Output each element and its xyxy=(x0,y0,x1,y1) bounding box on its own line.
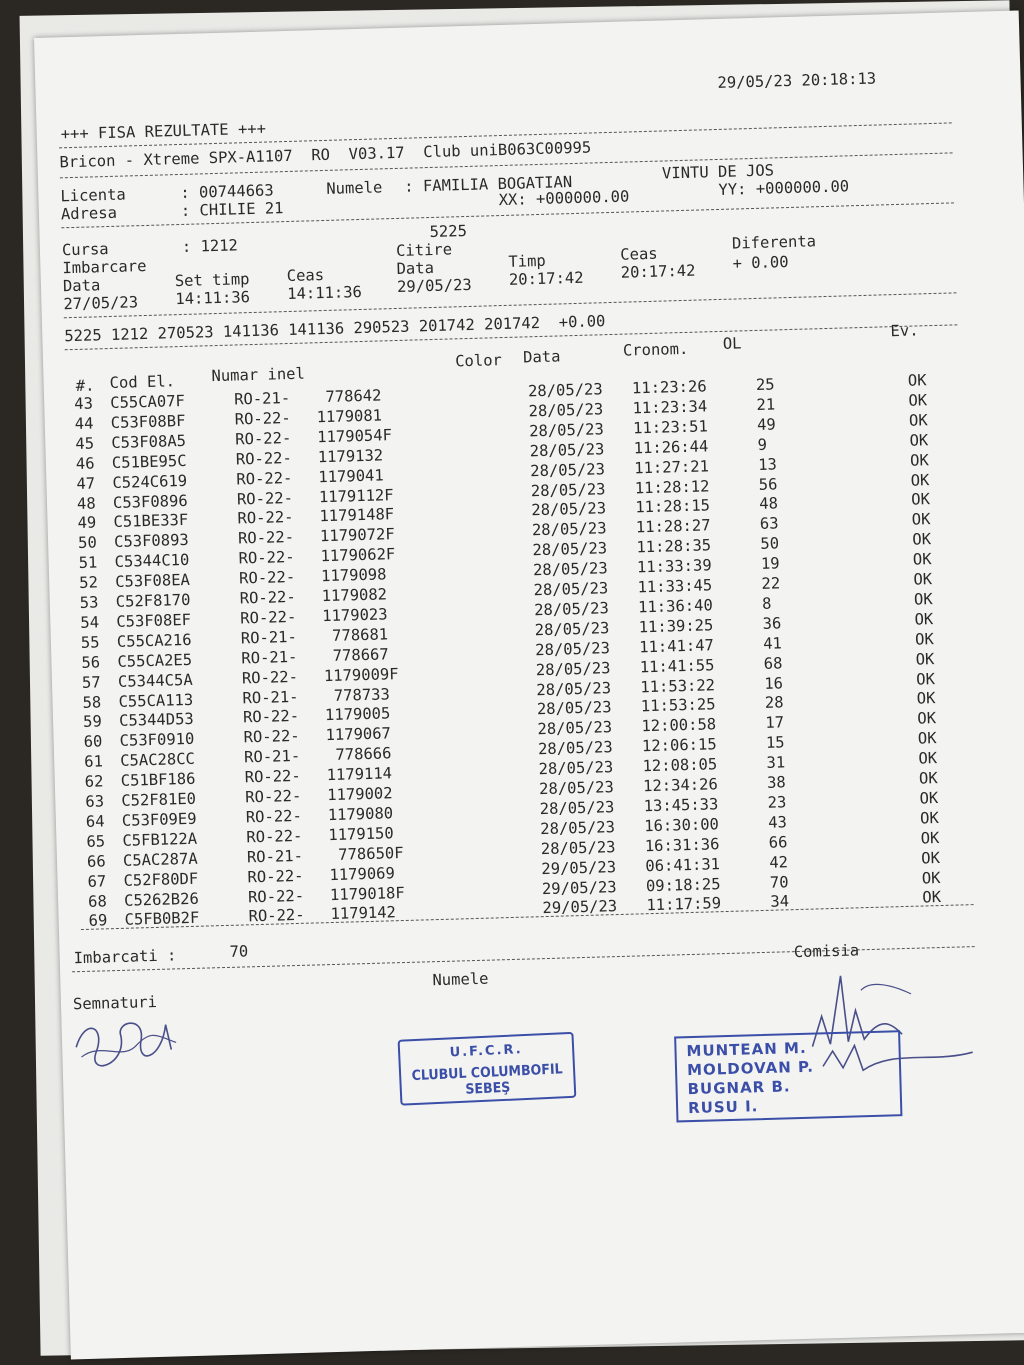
row-date: 28/05/23 xyxy=(533,599,610,620)
row-number: 66 xyxy=(86,852,106,871)
row-cod-el: C51BE95C xyxy=(111,451,187,472)
row-date: 28/05/23 xyxy=(528,400,604,421)
row-ring-number: 1179142 xyxy=(330,903,397,924)
row-ol: 23 xyxy=(767,793,787,812)
cit-data: 29/05/23 xyxy=(396,275,472,296)
row-number: 50 xyxy=(77,533,98,553)
row-date: 28/05/23 xyxy=(527,380,603,401)
row-ring-prefix: RO-22- xyxy=(245,806,303,827)
row-ev: OK xyxy=(910,470,930,490)
device-line: Bricon - Xtreme SPX-A1107 RO V03.17 Club uniB063C00995 xyxy=(59,138,592,172)
row-ol: 41 xyxy=(762,634,783,653)
row-ring-number: 1179002 xyxy=(327,784,393,805)
row-ol: 25 xyxy=(755,375,775,394)
row-ring-number: 1179081 xyxy=(316,406,383,427)
commission-member: MUNTEAN M. xyxy=(686,1038,807,1061)
row-ring-number: 1179054F xyxy=(317,425,393,447)
comisia-label: Comisia xyxy=(793,941,860,962)
row-ring-prefix: RO-21- xyxy=(246,846,304,867)
row-ring-number: 1179072F xyxy=(319,525,395,546)
col-nr: #. xyxy=(75,376,95,395)
row-ring-prefix: RO-22- xyxy=(244,766,301,787)
row-cod-el: C51BE33F xyxy=(113,511,189,532)
row-ring-number: 778733 xyxy=(324,684,391,705)
row-number: 62 xyxy=(84,772,104,791)
row-time: 11:28:35 xyxy=(636,536,712,557)
row-time: 11:41:55 xyxy=(639,655,715,676)
licenta-label: Licenta xyxy=(60,185,126,206)
row-time: 11:23:34 xyxy=(632,397,708,418)
row-date: 28/05/23 xyxy=(532,559,608,580)
row-ring-prefix: RO-21- xyxy=(243,747,301,767)
row-ev: OK xyxy=(908,391,928,410)
row-ring-prefix: RO-21- xyxy=(233,388,291,409)
row-ring-number: 1179082 xyxy=(321,585,388,606)
row-time: 11:41:47 xyxy=(638,635,715,657)
row-time: 11:28:15 xyxy=(635,496,711,517)
row-ol: 66 xyxy=(768,832,788,852)
citire-number: 5225 xyxy=(429,221,468,242)
row-ev: OK xyxy=(922,888,942,907)
row-date: 28/05/23 xyxy=(537,718,613,739)
adresa-label: Adresa xyxy=(60,203,118,224)
row-number: 61 xyxy=(83,752,104,772)
row-time: 11:26:44 xyxy=(633,437,709,458)
club-stamp xyxy=(398,1032,577,1106)
row-ring-number: 1179018F xyxy=(329,883,405,904)
row-time: 16:30:00 xyxy=(643,814,720,836)
sheet-title: +++ FISA REZULTATE +++ xyxy=(60,119,267,144)
row-cod-el: C53F08EF xyxy=(116,610,192,631)
row-ring-number: 1179080 xyxy=(327,804,394,824)
row-date: 28/05/23 xyxy=(532,539,608,560)
row-date: 28/05/23 xyxy=(540,837,616,858)
row-time: 12:00:58 xyxy=(641,715,717,736)
row-cod-el: C51BF186 xyxy=(120,769,196,790)
row-ol: 48 xyxy=(759,494,779,514)
row-cod-el: C53F0896 xyxy=(112,491,188,512)
row-time: 11:23:26 xyxy=(631,377,707,398)
xx-coordinate: XX: +000000.00 xyxy=(498,187,630,210)
row-time: 09:18:25 xyxy=(645,874,721,895)
row-date: 28/05/23 xyxy=(536,698,612,719)
imb-ceas-label: Ceas xyxy=(286,265,325,286)
row-ev: OK xyxy=(918,769,938,788)
row-ring-number: 1179067 xyxy=(325,724,392,745)
row-ev: OK xyxy=(911,510,931,529)
row-time: 11:33:45 xyxy=(637,576,713,597)
row-cod-el: C53F0910 xyxy=(119,730,195,751)
row-date: 28/05/23 xyxy=(531,519,607,540)
row-ev: OK xyxy=(917,729,937,748)
row-time: 12:34:26 xyxy=(642,775,719,796)
row-ring-prefix: RO-22- xyxy=(246,826,303,847)
row-time: 11:17:59 xyxy=(646,894,722,915)
licenta-value: : 00744663 xyxy=(180,181,274,202)
row-date: 28/05/23 xyxy=(537,738,613,759)
row-ring-prefix: RO-22- xyxy=(234,408,291,429)
col-data: Data xyxy=(522,347,561,367)
row-ring-number: 778642 xyxy=(315,386,382,407)
row-ring-number: 1179132 xyxy=(317,446,384,466)
row-number: 48 xyxy=(76,493,96,513)
row-ol: 42 xyxy=(769,852,789,872)
row-number: 69 xyxy=(88,911,108,931)
row-ol: 63 xyxy=(759,514,779,534)
row-ol: 36 xyxy=(762,614,782,633)
row-date: 28/05/23 xyxy=(535,638,611,659)
row-time: 11:39:25 xyxy=(638,616,714,637)
row-ring-prefix: RO-22- xyxy=(235,428,292,449)
row-number: 55 xyxy=(80,633,100,652)
row-cod-el: C5AC28CC xyxy=(119,749,196,771)
col-ol: OL xyxy=(722,334,742,353)
row-cod-el: C55CA216 xyxy=(116,630,192,651)
row-date: 29/05/23 xyxy=(541,877,617,898)
row-ring-number: 778666 xyxy=(325,744,392,765)
row-ol: 22 xyxy=(761,574,781,593)
row-ev: OK xyxy=(914,629,935,649)
row-date: 28/05/23 xyxy=(538,758,614,779)
imb-data: 27/05/23 xyxy=(63,293,139,314)
row-cod-el: C55CA2E5 xyxy=(117,650,193,671)
row-ev: OK xyxy=(918,749,938,768)
timp-label: Timp xyxy=(508,251,546,271)
row-ring-prefix: RO-22- xyxy=(237,508,294,528)
row-ring-prefix: RO-22- xyxy=(243,727,300,747)
row-number: 63 xyxy=(85,792,105,811)
row-ring-prefix: RO-22- xyxy=(236,488,294,509)
row-number: 60 xyxy=(83,732,103,752)
row-date: 28/05/23 xyxy=(535,658,611,679)
row-number: 54 xyxy=(80,613,100,632)
row-ring-prefix: RO-21- xyxy=(240,627,298,648)
row-number: 44 xyxy=(74,414,94,433)
row-number: 58 xyxy=(82,692,102,712)
row-ring-number: 778667 xyxy=(323,645,389,665)
row-ev: OK xyxy=(910,490,931,510)
row-cod-el: C52F81E0 xyxy=(121,789,197,810)
imbarcati-label: Imbarcati : xyxy=(73,946,177,968)
cit-data-label: Data xyxy=(396,258,435,278)
row-time: 11:33:39 xyxy=(636,556,712,577)
row-ol: 43 xyxy=(767,813,788,832)
cit-timp: 20:17:42 xyxy=(508,268,584,289)
results-sheet xyxy=(34,10,1024,1359)
imb-set-timp: 14:11:36 xyxy=(175,288,251,309)
commission-stamp xyxy=(674,1030,902,1122)
row-cod-el: C5FB0B2F xyxy=(124,909,200,930)
row-ring-number: 1179009F xyxy=(323,664,399,685)
col-inel: Numar inel xyxy=(211,364,306,386)
diferenta-label: Diferenta xyxy=(731,232,817,253)
owner-signature xyxy=(65,1004,187,1077)
row-ring-number: 1179069 xyxy=(329,863,396,884)
cursa-label: Cursa xyxy=(61,240,109,260)
row-cod-el: C5344C10 xyxy=(114,551,190,572)
row-ol: 15 xyxy=(765,733,785,753)
row-ev: OK xyxy=(919,788,939,808)
row-ev: OK xyxy=(917,709,937,728)
row-date: 28/05/23 xyxy=(538,778,615,799)
row-ev: OK xyxy=(912,550,932,569)
row-time: 11:23:51 xyxy=(632,417,709,438)
row-ev: OK xyxy=(913,570,933,589)
imbarcati-value: 70 xyxy=(229,942,249,961)
row-number: 52 xyxy=(78,573,99,593)
row-cod-el: C53F08EA xyxy=(114,570,191,592)
row-ol: 68 xyxy=(763,653,783,673)
row-date: 28/05/23 xyxy=(531,499,607,520)
citire-label: Citire xyxy=(395,240,453,260)
row-date: 28/05/23 xyxy=(530,479,606,500)
row-cod-el: C5344C5A xyxy=(117,670,193,691)
row-ev: OK xyxy=(915,649,935,669)
row-ev: OK xyxy=(914,609,934,629)
row-number: 56 xyxy=(81,653,101,672)
row-ring-number: 778650F xyxy=(328,843,404,864)
row-cod-el: C55CA07F xyxy=(109,391,186,413)
row-cod-el: C53F08BF xyxy=(110,411,186,432)
row-ring-prefix: RO-22- xyxy=(238,548,295,568)
col-ev: Ev. xyxy=(890,321,919,341)
row-number: 67 xyxy=(87,871,107,891)
row-ol: 70 xyxy=(769,872,789,892)
row-ev: OK xyxy=(909,430,929,450)
row-ev: OK xyxy=(907,371,927,390)
row-number: 51 xyxy=(78,553,98,573)
row-number: 68 xyxy=(87,891,108,911)
row-ring-prefix: RO-22- xyxy=(238,568,296,588)
row-ev: OK xyxy=(913,590,933,609)
row-ring-prefix: RO-22- xyxy=(242,707,300,727)
numele-value: : FAMILIA BOGATIAN xyxy=(404,173,573,196)
col-cronom: Cronom. xyxy=(622,339,689,360)
row-time: 16:31:36 xyxy=(644,834,720,855)
row-number: 45 xyxy=(75,434,95,453)
row-ring-number: 1179114 xyxy=(326,764,393,785)
row-time: 11:27:21 xyxy=(633,456,710,477)
row-date: 29/05/23 xyxy=(541,857,617,878)
row-ev: OK xyxy=(909,450,930,470)
row-number: 49 xyxy=(77,513,97,533)
row-number: 59 xyxy=(82,712,103,732)
row-ring-prefix: RO-22- xyxy=(245,786,302,807)
club-stamp-line1: U.F.C.R. xyxy=(449,1042,523,1061)
row-ring-prefix: RO-21- xyxy=(241,647,298,668)
row-ev: OK xyxy=(916,689,936,708)
row-ring-number: 1179041 xyxy=(318,466,384,486)
row-ol: 19 xyxy=(760,554,780,573)
row-date: 28/05/23 xyxy=(540,817,616,838)
club-stamp-line2: CLUBUL COLUMBOFIL SEBEŞ xyxy=(411,1061,563,1098)
row-cod-el: C5344D53 xyxy=(118,710,194,731)
row-cod-el: C524C619 xyxy=(112,471,188,492)
row-number: 47 xyxy=(76,474,96,493)
set-timp-label: Set timp xyxy=(174,270,250,291)
row-cod-el: C53F08A5 xyxy=(111,431,187,452)
commission-member: BUGNAR B. xyxy=(687,1077,791,1099)
row-ol: 49 xyxy=(756,415,776,434)
row-ring-number: 1179112F xyxy=(318,485,394,506)
row-number: 64 xyxy=(85,812,105,831)
row-ring-prefix: RO-22- xyxy=(247,886,305,906)
row-date: 28/05/23 xyxy=(533,579,609,600)
commission-member: MOLDOVAN P. xyxy=(686,1057,815,1080)
row-cod-el: C55CA113 xyxy=(118,690,194,711)
code-line: 5225 1212 270523 141136 141136 290523 201742 201742 +0.00 xyxy=(64,312,606,346)
row-time: 11:28:27 xyxy=(635,516,711,537)
cit-ceas-label: Ceas xyxy=(620,244,658,264)
row-cod-el: C5AC287A xyxy=(122,849,198,870)
row-ol: 28 xyxy=(764,693,784,713)
imb-data-label: Data xyxy=(62,276,101,296)
row-ring-prefix: RO-22- xyxy=(248,906,305,926)
row-ring-prefix: RO-22- xyxy=(241,667,299,688)
row-ring-prefix: RO-21- xyxy=(242,687,299,707)
row-ring-number: 778681 xyxy=(322,625,389,645)
row-date: 29/05/23 xyxy=(542,897,618,918)
row-ring-prefix: RO-22- xyxy=(247,866,304,886)
row-cod-el: C5FB122A xyxy=(122,829,198,850)
row-ev: OK xyxy=(908,410,928,430)
commission-member: RUSU I. xyxy=(687,1097,759,1118)
row-ol: 21 xyxy=(756,395,776,414)
adresa-value: : CHILIE 21 xyxy=(180,199,284,220)
row-cod-el: C52F80DF xyxy=(123,869,199,890)
row-ol: 56 xyxy=(758,474,778,494)
row-ring-number: 1179150 xyxy=(328,824,394,844)
row-cod-el: C53F0893 xyxy=(113,531,189,552)
row-cod-el: C53F09E9 xyxy=(121,809,197,830)
row-ol: 31 xyxy=(766,753,786,772)
diferenta-value: + 0.00 xyxy=(732,253,789,273)
row-ol: 8 xyxy=(761,594,772,613)
row-ol: 34 xyxy=(770,892,790,912)
row-ring-prefix: RO-22- xyxy=(240,607,297,628)
row-ol: 50 xyxy=(760,534,780,554)
row-ol: 9 xyxy=(757,435,768,454)
row-ev: OK xyxy=(920,828,940,848)
semnaturi-label: Semnaturi xyxy=(72,992,158,1014)
row-date: 28/05/23 xyxy=(528,420,605,441)
row-time: 12:08:05 xyxy=(642,755,718,776)
row-ring-number: 1179098 xyxy=(320,565,387,586)
row-ol: 17 xyxy=(765,713,785,733)
row-ev: OK xyxy=(912,530,932,549)
row-ring-prefix: RO-22- xyxy=(237,528,295,548)
row-ol: 16 xyxy=(764,673,784,693)
cursa-value: : 1212 xyxy=(181,236,239,256)
row-ring-number: 1179062F xyxy=(320,545,396,566)
print-datetime: 29/05/23 20:18:13 xyxy=(717,69,877,92)
row-cod-el: C5262B26 xyxy=(123,889,199,910)
col-cod: Cod El. xyxy=(109,372,176,393)
row-ev: OK xyxy=(919,808,940,828)
yy-coordinate: YY: +000000.00 xyxy=(718,177,850,199)
row-number: 53 xyxy=(79,593,99,612)
row-ring-prefix: RO-22- xyxy=(236,468,293,489)
locality: VINTU DE JOS xyxy=(661,161,775,183)
col-color: Color xyxy=(454,351,503,371)
row-number: 46 xyxy=(75,454,95,473)
row-number: 43 xyxy=(73,394,94,414)
row-ring-number: 1179148F xyxy=(319,505,395,526)
row-time: 12:06:15 xyxy=(641,735,717,756)
row-number: 65 xyxy=(86,832,106,851)
row-time: 11:53:25 xyxy=(640,695,716,716)
row-date: 28/05/23 xyxy=(534,618,610,640)
row-ev: OK xyxy=(920,848,941,868)
row-ring-prefix: RO-22- xyxy=(239,587,296,608)
row-time: 13:45:33 xyxy=(643,795,719,816)
row-date: 28/05/23 xyxy=(530,459,606,480)
row-date: 28/05/23 xyxy=(529,439,605,461)
row-ev: OK xyxy=(921,868,941,888)
row-ol: 38 xyxy=(766,773,786,792)
row-date: 28/05/23 xyxy=(539,797,615,819)
numele-label: Numele xyxy=(326,178,383,198)
row-ring-number: 1179023 xyxy=(322,605,388,626)
imb-ceas: 14:11:36 xyxy=(286,282,363,304)
row-ring-number: 1179005 xyxy=(324,704,391,725)
row-date: 28/05/23 xyxy=(536,678,612,699)
imbarcare-label: Imbarcare xyxy=(62,256,147,278)
row-cod-el: C52F8170 xyxy=(115,590,191,611)
row-time: 11:36:40 xyxy=(637,596,714,617)
row-ring-prefix: RO-22- xyxy=(235,448,293,469)
row-time: 11:28:12 xyxy=(634,476,710,497)
row-ev: OK xyxy=(915,669,936,689)
row-number: 57 xyxy=(81,672,101,692)
numele-footer-label: Numele xyxy=(432,969,489,990)
row-time: 06:41:31 xyxy=(645,854,721,875)
row-time: 11:53:22 xyxy=(640,675,716,696)
cit-ceas: 20:17:42 xyxy=(620,261,696,282)
row-ol: 13 xyxy=(757,455,778,474)
